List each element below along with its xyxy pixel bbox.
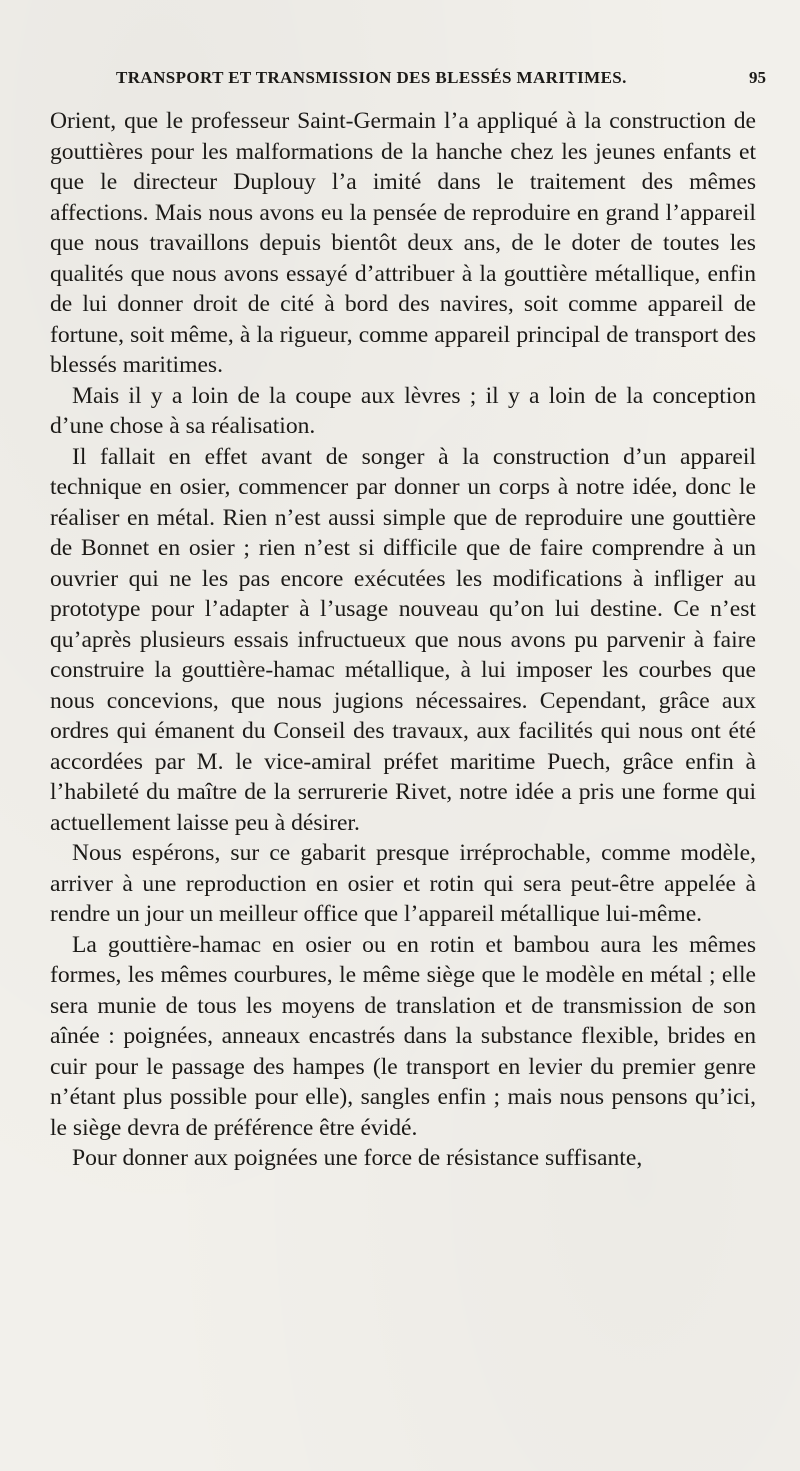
paragraph: Orient, que le professeur Saint-Germain l’a appliqué à la construction de gouttières pour les malformations de la hanche chez les jeunes enfants et que le directeur Duplouy l’a imité dans le traitement des mêmes affections. Mais nous avons eu la pensée de reproduire en grand l’appareil que nous travaillons depuis bientôt deux ans, de le doter de toutes les qualités que nous avons essayé d’attribuer à la gouttière métallique, enfin de lui donner droit de cité à bord des navires, soit comme appareil de fortune, soit même, à la rigueur, comme appareil principal de transport des blessés maritimes. <box>50 108 756 378</box>
running-title: TRANSPORT ET TRANSMISSION DES BLESSÉS MARITIMES. <box>116 68 627 87</box>
paragraph: Pour donner aux poignées une force de résistance suffisante, <box>72 1145 643 1171</box>
paragraph: Nous espérons, sur ce gabarit presque irréprochable, comme modèle, arriver à une reproduction en osier et rotin qui sera peut-être appelée à rendre un jour un meilleur office que l’appareil métallique lui-même. <box>50 840 756 927</box>
body-text <box>50 106 756 1174</box>
page-header <box>0 68 800 98</box>
paragraph: La gouttière-hamac en osier ou en rotin et bambou aura les mêmes formes, les mêmes courbures, le même siège que le modèle en métal ; elle sera munie de tous les moyens de translation et de transmission de son aînée : poignées, anneaux encastrés dans la substance flexible, brides en cuir pour le passage des hampes (le transport en levier du premier genre n’étant plus possible pour elle), sangles enfin ; mais nous pensons qu’ici, le siège devra de préférence être évidé. <box>50 931 756 1141</box>
paragraph: Mais il y a loin de la coupe aux lèvres ; il y a loin de la conception d’une chose à sa réalisation. <box>50 382 756 439</box>
page-number: 95 <box>749 68 766 87</box>
paragraph: Il fallait en effet avant de songer à la construction d’un appareil technique en osier, commencer par donner un corps à notre idée, donc le réaliser en métal. Rien n’est aussi simple que de reproduire une gouttière de Bonnet en osier ; rien n’est si difficile que de faire comprendre à un ouvrier qui ne les pas encore exécutées les modifications à infliger au prototype pour l’adapter à l’usage nouveau qu’on lui destine. Ce n’est qu’après plusieurs essais infructueux que nous avons pu parvenir à faire construire la gouttière-hamac métallique, à lui imposer les courbes que nous concevions, que nous jugions nécessaires. Cependant, grâce aux ordres qui émanent du Conseil des travaux, aux facilités qui nous ont été accordées par M. le vice-amiral préfet maritime Puech, grâce enfin à l’habileté du maître de la serrurerie Rivet, notre idée a pris une forme qui actuellement laisse peu à désirer. <box>50 443 756 836</box>
